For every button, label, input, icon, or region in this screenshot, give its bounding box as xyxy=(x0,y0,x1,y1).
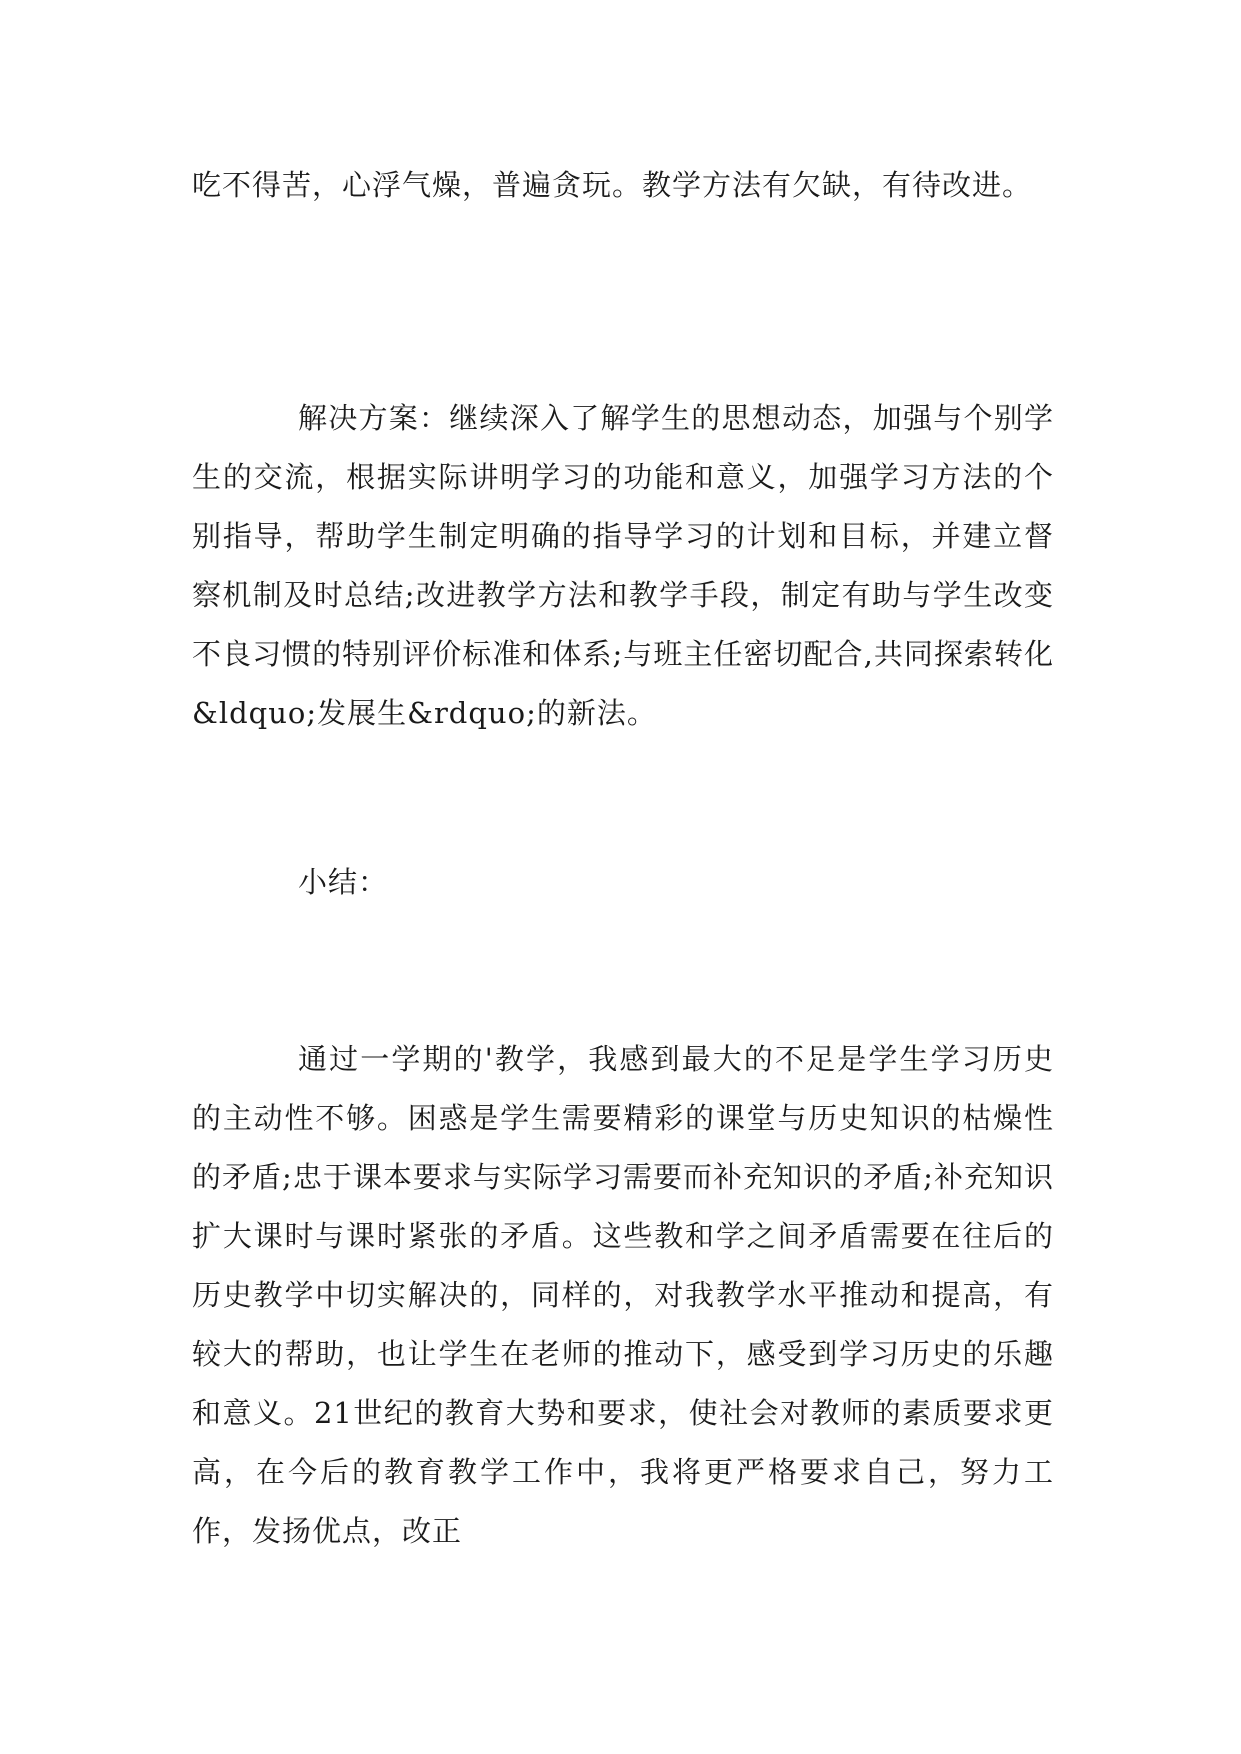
paragraph-solution: 解决方案：继续深入了解学生的思想动态，加强与个别学生的交流，根据实际讲明学习的功能和意义，加强学习方法的个别指导，帮助学生制定明确的指导学习的计划和目标，并建立督察机制及时总结;改进教学方法和教学手段，制定有助与学生改变不良习惯的特别评价标准和体系;与班主任密切配合,共同探索转化&ldquo;发展生&rdquo;的新法。 xyxy=(192,401,1054,730)
paragraph-summary-body: 通过一学期的'教学，我感到最大的不足是学生学习历史的主动性不够。困惑是学生需要精彩的课堂与历史知识的枯燥性的矛盾;忠于课本要求与实际学习需要而补充知识的矛盾;补充知识扩大课时与课时紧张的矛盾。这些教和学之间矛盾需要在往后的历史教学中切实解决的，同样的，对我教学水平推动和提高，有较大的帮助，也让学生在老师的推动下，感受到学习历史的乐趣和意义。21世纪的教育大势和要求，使社会对教师的素质要求更高，在今后的教育教学工作中，我将更严格要求自己，努力工作，发扬优点，改正 xyxy=(192,1042,1054,1548)
paragraph-continuation: 吃不得苦，心浮气燥，普遍贪玩。教学方法有欠缺，有待改进。 xyxy=(192,168,1033,202)
section-heading-summary: 小结： xyxy=(298,865,389,899)
